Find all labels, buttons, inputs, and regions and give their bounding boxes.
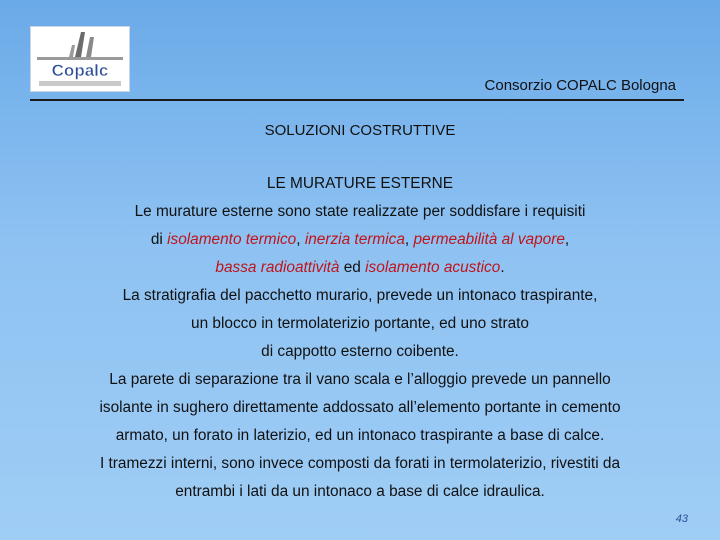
paragraph-3-line-2: isolante in sughero direttamente addossato all’elemento portante in cemento <box>99 399 621 416</box>
heading: LE MURATURE ESTERNE <box>266 175 454 192</box>
highlight-isolamento-termico: isolamento termico <box>167 231 297 248</box>
copalc-logo <box>30 26 130 92</box>
paragraph-2-line-2: un blocco in termolaterizio portante, ed uno strato <box>191 315 529 332</box>
text-segment: . <box>500 259 505 276</box>
header-divider <box>30 99 684 101</box>
section-title: SOLUZIONI COSTRUTTIVE <box>264 122 456 139</box>
text-segment: , <box>296 231 305 248</box>
paragraph-1-line-3 <box>18 254 702 282</box>
paragraph-4-line-2: entrambi i lati da un intonaco a base di calce idraulica. <box>175 483 545 500</box>
highlight-inerzia-termica: inerzia termica <box>304 231 405 248</box>
text-segment: ed <box>339 259 366 276</box>
text-segment: di <box>150 231 168 248</box>
paragraph-1-line-2 <box>18 226 702 254</box>
text-segment: , <box>564 231 570 248</box>
text-segment: , <box>404 231 414 248</box>
paragraph-3-line-3: armato, un forato in laterizio, ed un intonaco traspirante a base di calce. <box>115 427 605 444</box>
paragraph-2-line-1: La stratigrafia del pacchetto murario, prevede un intonaco traspirante, <box>122 287 598 304</box>
paragraph-3-line-1: La parete di separazione tra il vano scala e l’alloggio prevede un pannello <box>109 371 611 388</box>
copalc-logo-graphic <box>31 27 129 91</box>
logo-wordmark: Copalc <box>51 61 109 80</box>
highlight-isolamento-acustico: isolamento acustico <box>365 259 501 276</box>
paragraph-1-line-1: Le murature esterne sono state realizzate per soddisfare i requisiti <box>134 203 586 220</box>
page-number: 43 <box>675 513 688 525</box>
highlight-bassa-radioattivita: bassa radioattività <box>215 259 340 276</box>
highlight-permeabilita-vapore: permeabilità al vapore <box>413 231 565 248</box>
paragraph-2-line-3: di cappotto esterno coibente. <box>261 343 459 360</box>
organization-name: Consorzio COPALC Bologna <box>484 77 676 94</box>
slide-body <box>18 170 702 506</box>
paragraph-4-line-1: I tramezzi interni, sono invece composti da forati in termolaterizio, rivestiti da <box>99 455 621 472</box>
